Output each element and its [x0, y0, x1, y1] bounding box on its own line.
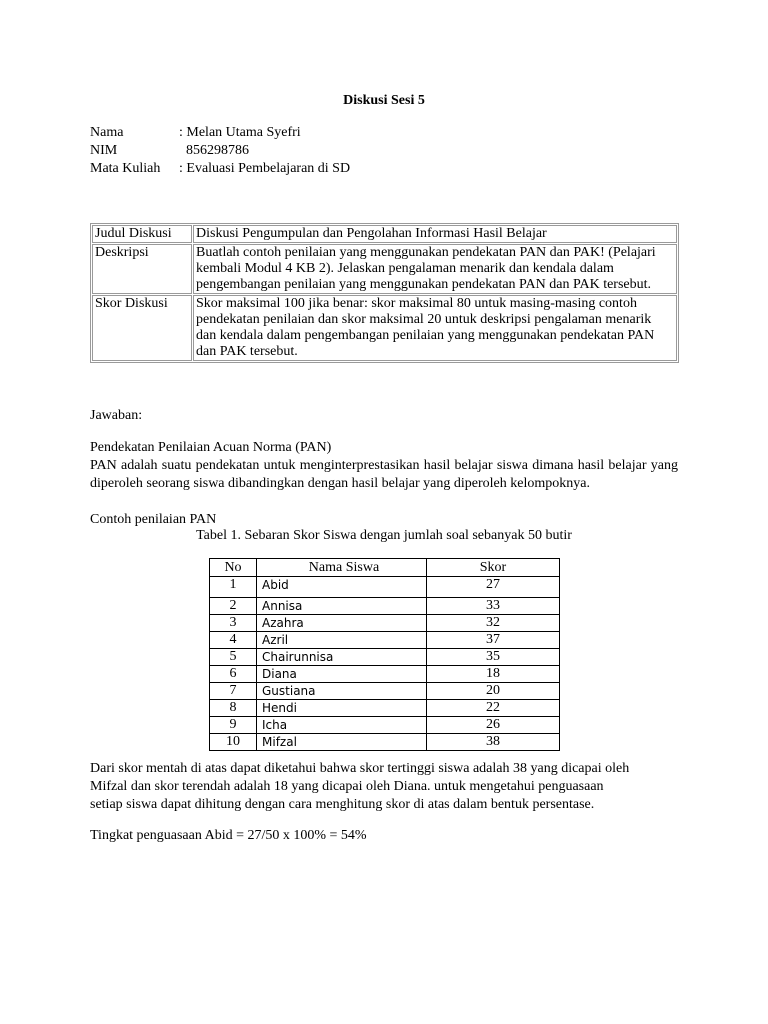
cell-score: 38: [427, 734, 560, 751]
answer-heading: Jawaban:: [90, 408, 143, 423]
cell-score: 18: [427, 666, 560, 683]
identity-row-course: [90, 160, 350, 178]
table-row: [210, 683, 560, 700]
table-row: [210, 717, 560, 734]
table-row: [210, 666, 560, 683]
table-caption: Tabel 1. Sebaran Skor Siswa dengan jumlah soal sebanyak 50 butir: [196, 528, 572, 543]
cell-name: Chairunnisa: [257, 649, 427, 666]
identity-row-nim: [90, 142, 350, 160]
identity-value: : Evaluasi Pembelajaran di SD: [179, 161, 351, 176]
cell-no: 5: [210, 649, 257, 666]
table-row: [210, 615, 560, 632]
identity-label: Nama: [90, 125, 124, 140]
mastery-calculation: Tingkat penguasaan Abid = 27/50 x 100% = 54%: [90, 828, 367, 843]
cell-no: 9: [210, 717, 257, 734]
table-row: [210, 734, 560, 751]
cell-name: Diana: [257, 666, 427, 683]
cell-no: 8: [210, 700, 257, 717]
analysis-line: Mifzal dan skor terendah adalah 18 yang dicapai oleh Diana. untuk mengetahui penguasaan: [90, 779, 604, 794]
cell-name: Azahra: [257, 615, 427, 632]
analysis-line: Dari skor mentah di atas dapat diketahui bahwa skor tertinggi siswa adalah 38 yang dicapai oleh: [90, 761, 630, 776]
document-title: Diskusi Sesi 5: [343, 93, 425, 108]
discussion-label: Deskripsi: [92, 244, 192, 294]
cell-no: 4: [210, 632, 257, 649]
score-table-header: [210, 559, 560, 577]
cell-no: 6: [210, 666, 257, 683]
table-row: [210, 598, 560, 615]
identity-label: Mata Kuliah: [90, 161, 161, 176]
cell-score: 20: [427, 683, 560, 700]
table-row: [210, 700, 560, 717]
discussion-value: Buatlah contoh penilaian yang menggunakan pendekatan PAN dan PAK! (Pelajari kembali Modul 4 KB 2). Jelaskan pengalaman menarik dan kendala dalam pengembangan penilaian yang menggunakan pendekatan PAN dan PAK tersebut.: [193, 244, 677, 294]
discussion-label: Judul Diskusi: [92, 225, 192, 243]
discussion-value: Diskusi Pengumpulan dan Pengolahan Informasi Hasil Belajar: [193, 225, 677, 243]
cell-name: Abid: [257, 577, 427, 598]
cell-name: Azril: [257, 632, 427, 649]
identity-value: : Melan Utama Syefri: [179, 125, 301, 140]
cell-score: 22: [427, 700, 560, 717]
discussion-label: Skor Diskusi: [92, 295, 192, 361]
identity-block: [90, 124, 350, 178]
cell-name: Annisa: [257, 598, 427, 615]
cell-score: 33: [427, 598, 560, 615]
cell-score: 27: [427, 577, 560, 598]
cell-score: 35: [427, 649, 560, 666]
cell-no: 10: [210, 734, 257, 751]
discussion-row-score: [92, 295, 677, 361]
discussion-row-title: [92, 225, 677, 243]
column-header-score: Skor: [427, 559, 560, 577]
discussion-row-description: [92, 244, 677, 294]
cell-no: 1: [210, 577, 257, 598]
cell-no: 2: [210, 598, 257, 615]
identity-value: 856298786: [179, 143, 249, 158]
cell-name: Mifzal: [257, 734, 427, 751]
identity-row-name: [90, 124, 350, 142]
pan-definition: PAN adalah suatu pendekatan untuk menginterprestasikan hasil belajar siswa dimana hasil belajar yang diperoleh seorang siswa dibandingkan dengan hasil belajar yang diperoleh kelompoknya.: [90, 458, 678, 491]
discussion-table: [90, 223, 679, 363]
column-header-no: No: [210, 559, 257, 577]
column-header-name: Nama Siswa: [257, 559, 427, 577]
example-heading: Contoh penilaian PAN: [90, 512, 217, 527]
analysis-line: setiap siswa dapat dihitung dengan cara menghitung skor di atas dalam bentuk persentase.: [90, 797, 595, 812]
pan-heading: Pendekatan Penilaian Acuan Norma (PAN): [90, 440, 332, 455]
identity-label: NIM: [90, 143, 118, 158]
table-row: [210, 649, 560, 666]
cell-no: 3: [210, 615, 257, 632]
discussion-value: Skor maksimal 100 jika benar: skor maksimal 80 untuk masing-masing contoh pendekatan penilaian dan skor maksimal 20 untuk deskripsi pengalaman menarik dan kendala dalam pengembangan penilaian yang menggunakan pendekatan PAN dan PAK tersebut.: [193, 295, 677, 361]
cell-no: 7: [210, 683, 257, 700]
score-table: [209, 558, 560, 751]
cell-name: Hendi: [257, 700, 427, 717]
table-row: [210, 577, 560, 598]
cell-name: Icha: [257, 717, 427, 734]
cell-score: 32: [427, 615, 560, 632]
table-row: [210, 632, 560, 649]
cell-name: Gustiana: [257, 683, 427, 700]
cell-score: 26: [427, 717, 560, 734]
cell-score: 37: [427, 632, 560, 649]
